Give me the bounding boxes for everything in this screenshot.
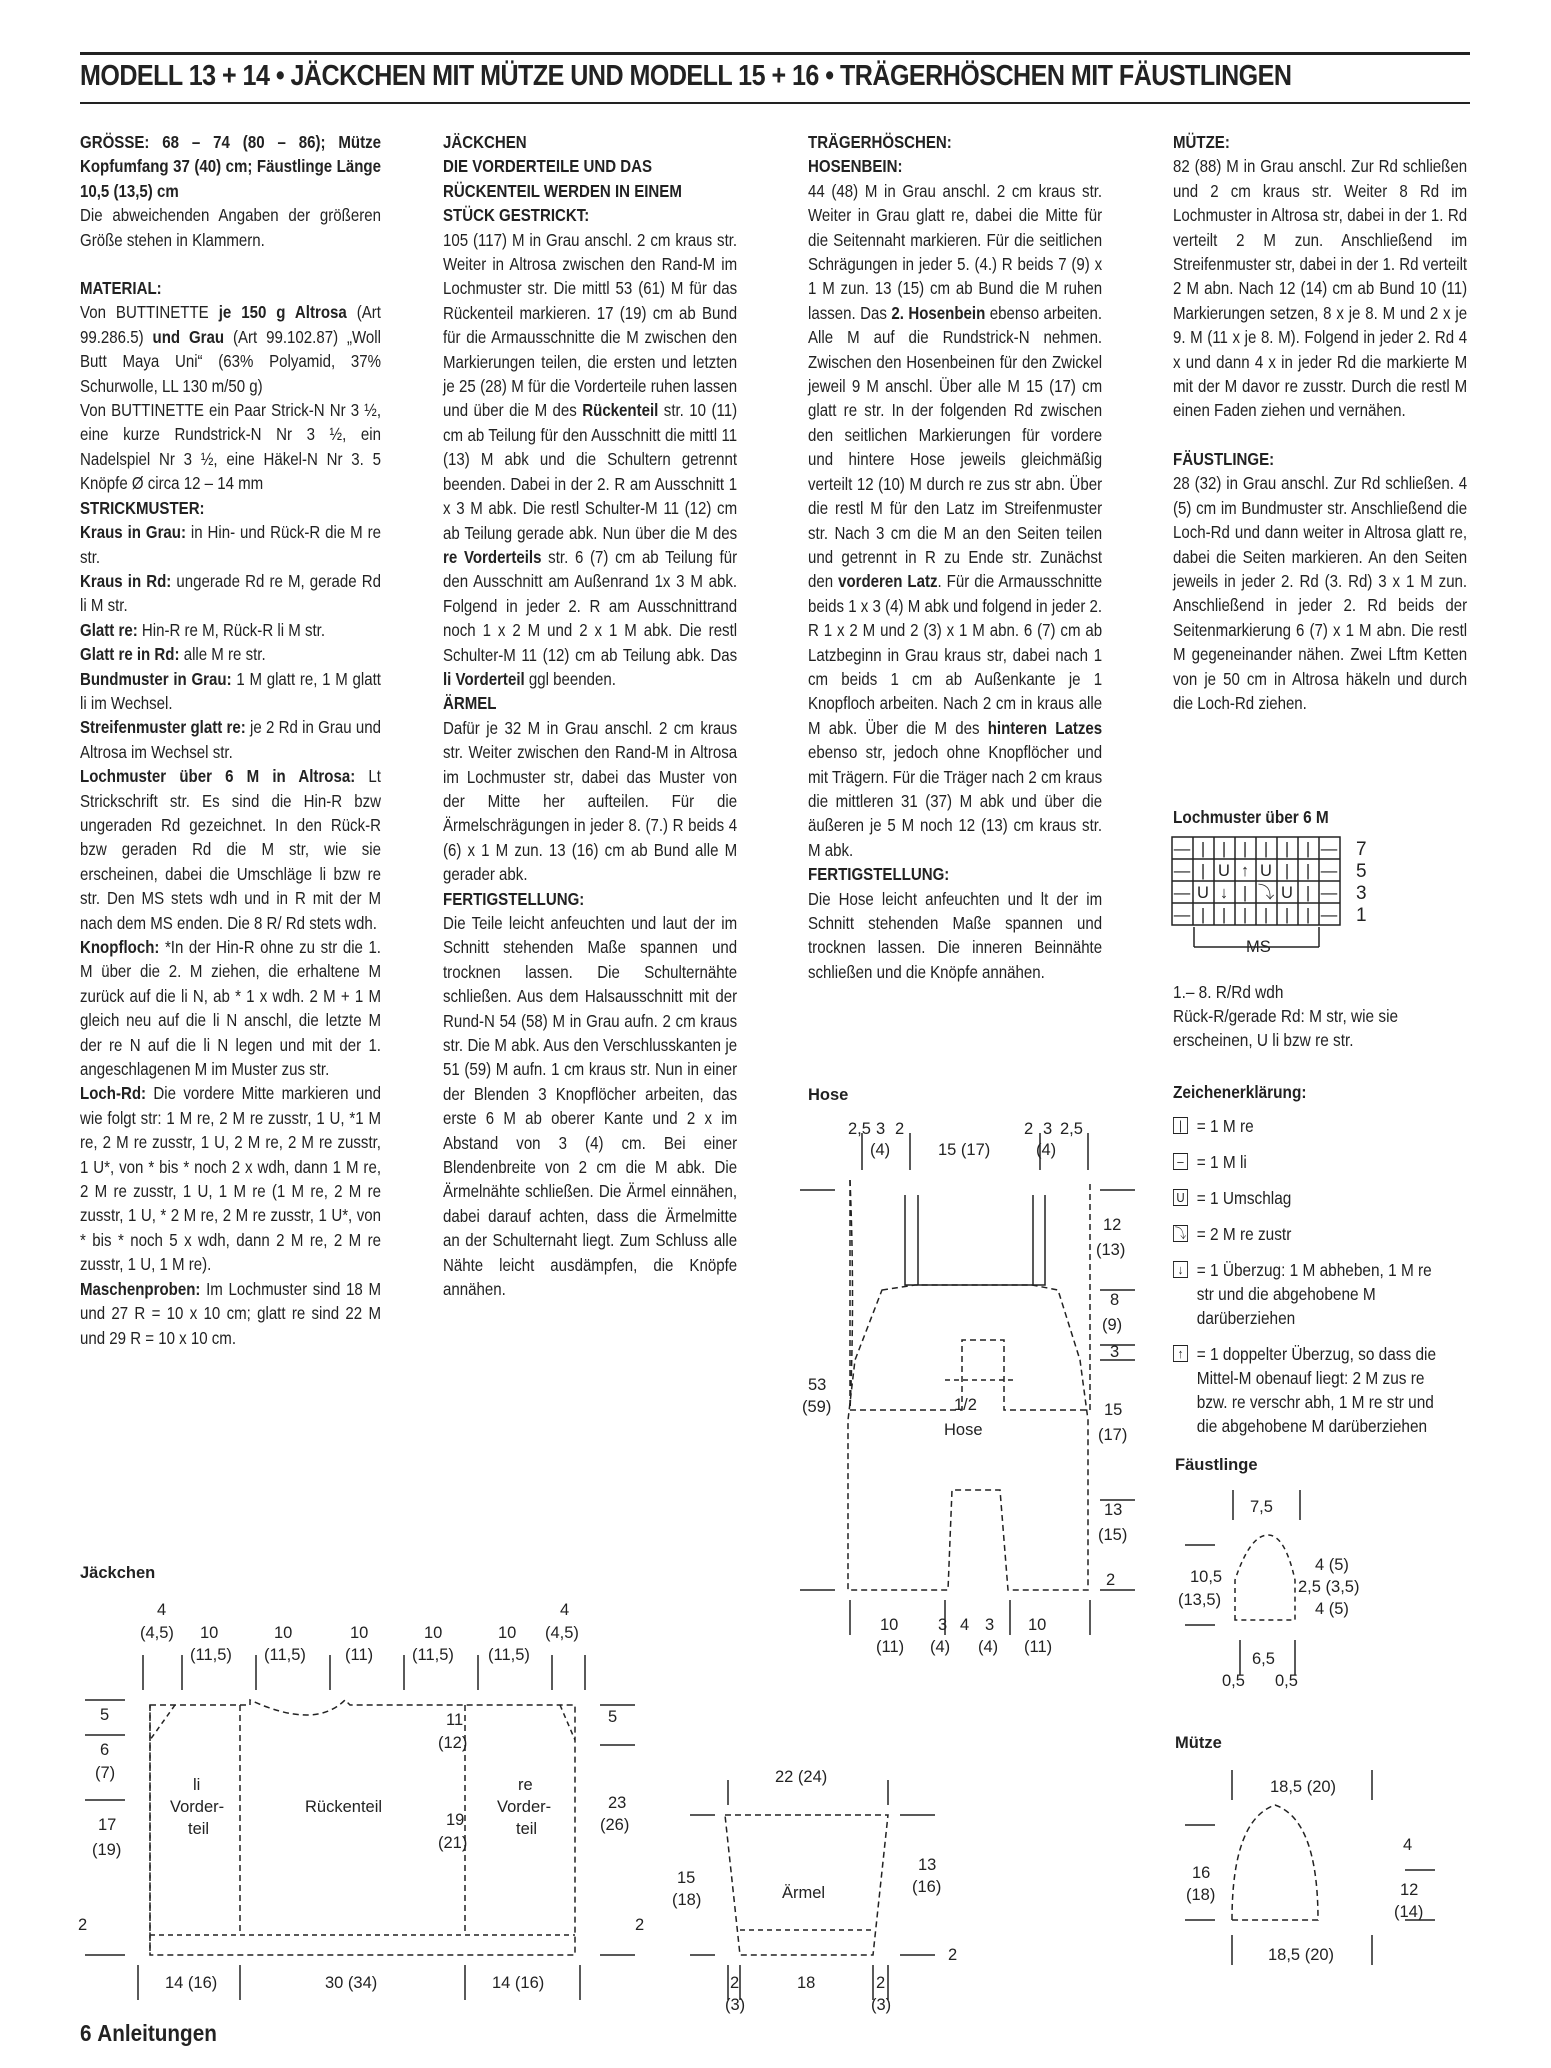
faeustlinge-heading: FÄUSTLINGE: [1173, 448, 1275, 469]
svg-text:Vorder-: Vorder- [497, 1798, 552, 1816]
chart-row-5: 5 [1356, 861, 1367, 882]
svg-text:(4): (4) [978, 1638, 999, 1656]
svg-text:10: 10 [1028, 1616, 1047, 1634]
svg-text:(4,5): (4,5) [545, 1624, 579, 1642]
purl-icon: – [1173, 1153, 1188, 1170]
hose-label: Hose [808, 1086, 849, 1104]
svg-text:(3): (3) [725, 1996, 746, 2014]
svg-text:—: — [1173, 884, 1191, 902]
svg-text:18,5 (20): 18,5 (20) [1268, 1946, 1335, 1964]
svg-text:10: 10 [350, 1624, 369, 1642]
svg-text:—: — [1320, 862, 1338, 880]
svg-text:17: 17 [98, 1816, 117, 1834]
aermel-label: Ärmel [782, 1884, 826, 1902]
svg-text:2,5 (3,5): 2,5 (3,5) [1298, 1578, 1360, 1596]
svg-text:(18): (18) [672, 1891, 702, 1909]
svg-text:—: — [1173, 862, 1191, 880]
svg-text:3: 3 [1043, 1120, 1053, 1138]
muetze-text: 82 (88) M in Grau anschl. Zur Rd schließen und 2 cm kraus str. Weiter 8 Rd im Lochmuster in Altrosa str, dabei in der 1. Rd verteilt 2 M zun. Anschließend im Streifenmuster str, dabei in der 1. Rd verteilt 2 M abn. Nach 12 (14) cm ab Bund 10 (11) Markierungen setzen, 8 x je 8. M und 2 x je 9. M (11 x je 8. M). Folgend in jeder 2. Rd 4 x und dann 4 x in jeder Rd die markierte M mit der M davor re zusstr. Durch die restl M einen Faden ziehen und vernähen. [1173, 156, 1468, 421]
svg-text:|: | [1284, 906, 1290, 924]
svg-text:6,5: 6,5 [1252, 1650, 1275, 1668]
svg-text:14 (16): 14 (16) [165, 1974, 218, 1992]
aermel-text: Dafür je 32 M in Grau anschl. 2 cm kraus str. Weiter zwischen den Rand-M in Altrosa im Lochmuster str, dabei das Muster von der Mitte her aufteilen. Für die Ärmelschrägungen in jeder 8. (7.) R beids 4 (6) x 1 M zun. 13 (16) cm ab Bund alle M gerader abk. [443, 717, 738, 885]
glatt-re: Glatt re: Hin-R re M, Rück-R li M str. [80, 619, 326, 640]
svg-text:13: 13 [918, 1856, 937, 1874]
svg-text:|: | [1221, 840, 1227, 858]
svg-text:22 (24): 22 (24) [775, 1768, 828, 1786]
jaeckchen-label: Jäckchen [80, 1564, 156, 1582]
knopfloch: Knopfloch: *In der Hin-R ohne zu str die 1. M über die 2. M ziehen, die erhaltene M zurück auf die li N, ab * 1 x wdh. 2 M + 1 M gleich neu auf die li N anschl, die letzte M der re N auf die li N legen und mit der 1. angeschlagenen M im Muster zus str. [80, 937, 381, 1080]
jaeckchen-text: 105 (117) M in Grau anschl. 2 cm kraus str. Weiter in Altrosa zwischen den Rand-M im Lochmuster str. Die mittl 53 (61) M für das Rückenteil markieren. 17 (19) cm ab Bund für die Armausschnitte die M zwischen den Markierungen teilen, die ersten und letzten je 25 (28) M für die Vorderteile ruhen lassen und über die M des Rückenteil str. 10 (11) cm ab Teilung für den Ausschnitt die mittl 11 (13) M abk und die Schultern getrennt beenden. Dabei in der 2. R am Ausschnitt 1 x 3 M abk. Die restl Schulter-M 11 (12) cm ab Teilung gerade abk. Nun über die M des re Vorderteils str. 6 (7) cm ab Teilung für den Ausschnitt am Außenrand 1x 3 M abk. Folgend in jeder 2. R am Ausschnittrand noch 1 x 2 M und 2 x 1 M abk. Die restl Schulter-M 11 (12) cm ab Teilung abk. Das li Vorderteil ggl beenden. [443, 229, 738, 689]
muetze-label: Mütze [1175, 1734, 1222, 1752]
glatt-rd: Glatt re in Rd: alle M re str. [80, 644, 266, 665]
svg-text:—: — [1320, 906, 1338, 924]
lochmuster-chart-title: Lochmuster über 6 M [1173, 807, 1329, 827]
legend-heading: Zeichenerklärung: [1173, 1082, 1307, 1102]
svg-text:16: 16 [1192, 1864, 1211, 1882]
chart-cell: — [1173, 840, 1191, 858]
chart-notes: 1.– 8. R/Rd wdh Rück-R/gerade Rd: M str, wie sie erscheinen, U li bzw re str. [1173, 982, 1399, 1050]
aermel-heading: ÄRMEL [443, 693, 497, 714]
svg-text:10: 10 [880, 1616, 899, 1634]
knit-icon: | [1173, 1117, 1188, 1134]
svg-text:↑: ↑ [1240, 862, 1250, 880]
svg-text:(11,5): (11,5) [190, 1646, 232, 1664]
svg-text:|: | [1305, 862, 1311, 880]
svg-text:Rückenteil: Rückenteil [305, 1798, 383, 1816]
svg-text:4 (5): 4 (5) [1315, 1600, 1349, 1618]
svg-text:5: 5 [608, 1708, 618, 1726]
svg-text:teil: teil [516, 1820, 538, 1838]
svg-text:4: 4 [560, 1601, 570, 1619]
legend-row: U = 1 Umschlag [1173, 1186, 1437, 1210]
svg-text:4: 4 [1403, 1836, 1413, 1854]
svg-text:2: 2 [1106, 1571, 1116, 1589]
svg-text:19: 19 [446, 1811, 465, 1829]
section-name: Anleitungen [97, 2020, 217, 2046]
svg-text:(9): (9) [1102, 1316, 1123, 1334]
k2tog-icon: ⤵ [1174, 1226, 1187, 1241]
svg-text:2: 2 [1024, 1120, 1034, 1138]
svg-text:re: re [518, 1776, 533, 1794]
groesse-label: GRÖSSE: 68 – 74 (80 – 86); Mütze Kopfumfang 37 (40) cm; Fäustlinge Länge 10,5 (13,5) cm [80, 132, 381, 201]
svg-text:(12): (12) [438, 1734, 468, 1752]
svg-text:(11): (11) [876, 1638, 905, 1656]
muetze-heading: MÜTZE: [1173, 132, 1230, 152]
svg-text:(4): (4) [1036, 1141, 1057, 1159]
strickmuster-heading: STRICKMUSTER: [80, 497, 205, 518]
fertigstellung-text: Die Teile leicht anfeuchten und laut der im Schnitt stehenden Maße spannen und trocknen lassen. Die Schulternähte schließen. Aus dem Halsausschnitt mit der Rund-N 54 (58) M in Grau aufn. 2 cm kraus str. Die M abk. Aus den Verschlusskanten je 51 (59) M aufn. 1 cm kraus str. Nun in einer der Blenden 3 Knopflöcher arbeiten, das erste 6 M ab oberer Kante und 2 x im Abstand von 3 (4) cm. Bei einer Blendenbreite von 2 cm die M abk. Die Ärmelnähte schließen. Die Ärmel einnähen, dabei darauf achten, dass die Ärmelmitte an der Schulternaht liegt. Zum Schluss alle Nähte leicht ausdämpfen, die Knöpfe annähen. [443, 913, 738, 1300]
svg-text:|: | [1200, 906, 1206, 924]
vorderteile-heading: DIE VORDERTEILE UND DAS RÜCKENTEIL WERDEN IN EINEM STÜCK GESTRICKT: [443, 156, 682, 226]
svg-text:3: 3 [876, 1120, 886, 1138]
svg-text:12: 12 [1400, 1881, 1419, 1899]
svg-text:|: | [1200, 840, 1206, 858]
svg-text:12: 12 [1103, 1216, 1122, 1234]
svg-text:2,5: 2,5 [848, 1120, 871, 1138]
svg-text:0,5: 0,5 [1275, 1672, 1298, 1690]
hosenbein-heading: HOSENBEIN: [808, 156, 903, 177]
legend-row: ↑ = 1 doppelter Überzug, so dass die Mittel-M obenauf liegt: 2 M zus re bzw. re verschr abh, 1 M re str und die abgehobene M darüberziehen [1173, 1342, 1437, 1438]
svg-text:3: 3 [1110, 1343, 1120, 1361]
svg-text:(16): (16) [912, 1878, 942, 1896]
svg-text:15: 15 [1104, 1401, 1123, 1419]
svg-text:14 (16): 14 (16) [492, 1974, 545, 1992]
svg-text:|: | [1221, 906, 1227, 924]
loch-rd: Loch-Rd: Die vordere Mitte markieren und wie folgt str: 1 M re, 2 M re zusstr, 1 U, *1 M re, 2 M re zusstr, 1 U, 2 M re, 2 M re zusstr, 1 U*, von * bis * noch 2 x wdh, dann 1 M re, 2 M re zusstr, 1 U, 1 M re (1 M re, 2 M re zusstr, 1 U, * 2 M re, 2 M re zusstr, 1 U*, von * bis * noch 5 x wdh, dann 2 M re, 2 M re zusstr, 1 U, 1 M re). [80, 1083, 381, 1275]
svg-text:Hose: Hose [944, 1421, 983, 1439]
streifenmuster: Streifenmuster glatt re: je 2 Rd in Grau und Altrosa im Wechsel str. [80, 717, 381, 762]
yarn-over-icon: U [1173, 1189, 1188, 1206]
faeustlinge-label: Fäustlinge [1175, 1456, 1258, 1474]
bundmuster: Bundmuster in Grau: 1 M glatt re, 1 M glatt li im Wechsel. [80, 668, 381, 713]
decrease-icon: ↓ [1173, 1261, 1188, 1278]
svg-text:10: 10 [274, 1624, 293, 1642]
svg-text:10: 10 [498, 1624, 517, 1642]
svg-text:|: | [1305, 840, 1311, 858]
svg-text:(4): (4) [930, 1638, 951, 1656]
svg-text:Vorder-: Vorder- [170, 1798, 225, 1816]
lochmuster: Lochmuster über 6 M in Altrosa: Lt Strickschrift str. Es sind die Hin-R bzw ungeraden Rd gezeichnet. In den Rück-R bzw geraden Rd die M str, wie sie erscheinen, dabei die Umschläge li bzw re str. Den MS stets wdh und in R mit der M nach dem MS enden. Die 8 R/ Rd stets wdh. [80, 766, 381, 933]
fertigstellung-hose-text: Die Hose leicht anfeuchten und lt der im Schnitt stehenden Maße spannen und trocknen lassen. Die inneren Beinnähte schließen und die Knöpfe annähen. [808, 888, 1103, 982]
svg-text:11: 11 [446, 1711, 464, 1729]
svg-text:(11,5): (11,5) [264, 1646, 306, 1664]
kraus-grau: Kraus in Grau: in Hin- und Rück-R die M re str. [80, 522, 381, 567]
svg-text:3: 3 [938, 1616, 948, 1634]
legend-row: | = 1 M re [1173, 1114, 1437, 1138]
svg-text:U: U [1218, 862, 1230, 880]
svg-text:1/2: 1/2 [954, 1396, 977, 1414]
svg-text:6: 6 [100, 1741, 110, 1759]
svg-text:|: | [1284, 862, 1290, 880]
svg-text:15 (17): 15 (17) [938, 1141, 991, 1159]
page-footer [80, 2020, 217, 2047]
svg-text:7,5: 7,5 [1250, 1498, 1273, 1516]
svg-text:0,5: 0,5 [1222, 1672, 1245, 1690]
svg-text:U: U [1260, 862, 1272, 880]
svg-text:—: — [1173, 906, 1191, 924]
svg-text:4: 4 [960, 1616, 970, 1634]
svg-text:10,5: 10,5 [1190, 1568, 1223, 1586]
double-decrease-icon: ↑ [1173, 1345, 1188, 1362]
svg-text:2: 2 [876, 1974, 886, 1992]
svg-text:(21): (21) [438, 1834, 468, 1852]
svg-text:(7): (7) [95, 1764, 116, 1782]
svg-text:(13,5): (13,5) [1178, 1591, 1222, 1609]
page-number: 6 [80, 2020, 92, 2046]
svg-text:↓: ↓ [1219, 884, 1229, 902]
svg-text:2,5: 2,5 [1060, 1120, 1083, 1138]
svg-text:(11,5): (11,5) [488, 1646, 530, 1664]
svg-text:(18): (18) [1186, 1886, 1216, 1904]
chart-ms: MS [1246, 938, 1271, 956]
fertigstellung-hose-heading: FERTIGSTELLUNG: [808, 864, 950, 885]
svg-text:U: U [1197, 884, 1209, 902]
svg-text:(11): (11) [1024, 1638, 1053, 1656]
svg-text:2: 2 [895, 1120, 905, 1138]
svg-text:|: | [1305, 884, 1311, 902]
svg-text:(19): (19) [92, 1841, 122, 1859]
svg-text:(4): (4) [870, 1141, 891, 1159]
svg-text:53: 53 [808, 1376, 827, 1394]
groesse-text: Die abweichenden Angaben der größeren Größe stehen in Klammern. [80, 205, 381, 250]
legend-row: ↓ = 1 Überzug: 1 M abheben, 1 M re str und die abgehobene M darüberziehen [1173, 1258, 1437, 1330]
svg-text:li: li [193, 1776, 201, 1794]
svg-text:2: 2 [948, 1946, 958, 1964]
jaeckchen-heading: JÄCKCHEN [443, 132, 527, 152]
svg-text:(11,5): (11,5) [412, 1646, 454, 1664]
faeustlinge-text: 28 (32) in Grau anschl. Zur Rd schließen. 4 (5) cm im Bundmuster str. Anschließend die Loch-Rd und dann weiter in Altrosa glatt re, dabei die Seiten markieren. An den Seiten jeweils in jeder 2. Rd (3. Rd) 3 x 1 M zun. Anschließend in jeder 2. Rd beids der Seitenmarkierung 6 (7) x 1 M abn. Die restl M gegeneinander nähen. Zwei Lftm Ketten von je 50 cm in Altrosa häkeln und durch die Loch-Rd ziehen. [1173, 473, 1468, 713]
svg-text:|: | [1242, 906, 1248, 924]
svg-text:30 (34): 30 (34) [325, 1974, 378, 1992]
svg-text:|: | [1242, 840, 1248, 858]
legend-row: – = 1 M li [1173, 1150, 1437, 1174]
svg-text:4 (5): 4 (5) [1315, 1556, 1349, 1574]
svg-text:(11): (11) [345, 1646, 374, 1664]
maschenproben: Maschenproben: Im Lochmuster sind 18 M und 27 R = 10 x 10 cm; glatt re sind 22 M und 29 R = 10 x 10 cm. [80, 1278, 381, 1348]
svg-text:23: 23 [608, 1794, 627, 1812]
material-text-1: Von BUTTINETTE je 150 g Altrosa (Art 99.286.5) und Grau (Art 99.102.87) „Woll Butt Maya Uni“ (63% Polyamid, 37% Schurwolle, LL 130 m/50 g) [80, 302, 381, 396]
material-text-2: Von BUTTINETTE ein Paar Strick-N Nr 3 ½, eine kurze Rundstrick-N Nr 3 ½, ein Nadelspiel Nr 3 ½, eine Häkel-N Nr 3. 5 Knöpfe Ø circa 12 – 14 mm [80, 400, 381, 494]
svg-text:4: 4 [157, 1601, 167, 1619]
svg-text:15: 15 [677, 1869, 696, 1887]
svg-text:2: 2 [78, 1916, 88, 1934]
svg-text:U: U [1281, 884, 1293, 902]
svg-text:(17): (17) [1098, 1426, 1128, 1444]
material-heading: MATERIAL: [80, 278, 162, 299]
svg-text:|: | [1200, 862, 1206, 880]
chart-row-1: 1 [1356, 905, 1367, 926]
svg-text:—: — [1320, 884, 1338, 902]
kraus-rd: Kraus in Rd: ungerade Rd re M, gerade Rd li M str. [80, 570, 381, 616]
hosenbein-text: 44 (48) M in Grau anschl. 2 cm kraus str. Weiter in Grau glatt re, dabei die Mitte für die Seitennaht markieren. Für die seitlichen Schrägungen in jeder 5. (4.) R beids 7 (9) x 1 M zun. 13 (15) cm ab Bund die M ruhen lassen. Das 2. Hosenbein ebenso arbeiten. Alle M auf die Rundstrick-N nehmen. Zwischen den Hosenbeinen für den Zwickel jeweil 9 M anschl. Über alle M 15 (17) cm glatt re str. In der folgenden Rd zwischen den seitlichen Markierungen für vordere und hintere Hose jeweils gleichmäßig verteilt 12 (10) M durch re zus str abn. Über die restl M für den Latz im Streifenmuster str. Nach 3 cm die M an den Seiten teilen und getrennt in R zu Ende str. Zunächst den vorderen Latz. Für die Armausschnitte beids 1 x 3 (4) M abk und folgend in jeder 2. R 1 x 2 M und 2 (3) x 1 M abn. 6 (7) cm ab Latzbeginn in Grau kraus str, dabei nach 1 cm beids 1 cm ab Außenkante je 1 Knopfloch arbeiten. Nach 2 cm in kraus alle M abk. Über die M des hinteren Latzes ebenso str, jedoch ohne Knopflöcher und mit Trägern. Für die Träger nach 2 cm kraus die mittleren 31 (37) M abk und über die äußeren je 5 M noch 12 (13) cm kraus str. M abk. [808, 180, 1103, 860]
svg-text:2: 2 [635, 1916, 645, 1934]
svg-text:3: 3 [985, 1616, 995, 1634]
legend-row: ⤵ = 2 M re zustr [1174, 1224, 1292, 1244]
svg-text:teil: teil [188, 1820, 210, 1838]
svg-text:—: — [1320, 840, 1338, 858]
svg-text:10: 10 [424, 1624, 443, 1642]
svg-text:5: 5 [100, 1706, 110, 1724]
svg-text:|: | [1284, 840, 1290, 858]
svg-text:|: | [1242, 884, 1248, 902]
svg-text:|: | [1263, 906, 1269, 924]
svg-text:⤵: ⤵ [1257, 884, 1275, 902]
chart-row-7: 7 [1356, 839, 1367, 860]
svg-text:|: | [1305, 906, 1311, 924]
svg-text:(26): (26) [600, 1816, 630, 1834]
fertigstellung-heading: FERTIGSTELLUNG: [443, 888, 585, 909]
svg-text:|: | [1263, 840, 1269, 858]
svg-text:(59): (59) [802, 1398, 832, 1416]
svg-text:(3): (3) [871, 1996, 892, 2014]
chart-row-3: 3 [1356, 883, 1367, 904]
svg-text:(14): (14) [1394, 1903, 1424, 1921]
svg-text:10: 10 [200, 1624, 219, 1642]
page-title: MODELL 13 + 14 • JÄCKCHEN MIT MÜTZE UND MODELL 15 + 16 • TRÄGERHÖSCHEN MIT FÄUSTLINGEN [80, 60, 1292, 92]
hoeschen-heading: TRÄGERHÖSCHEN: [808, 132, 952, 152]
svg-text:13: 13 [1104, 1501, 1123, 1519]
svg-text:2: 2 [730, 1974, 740, 1992]
svg-text:18: 18 [797, 1974, 816, 1992]
svg-text:(15): (15) [1098, 1526, 1128, 1544]
svg-text:18,5 (20): 18,5 (20) [1270, 1778, 1337, 1796]
svg-text:(4,5): (4,5) [140, 1624, 174, 1642]
svg-text:8: 8 [1110, 1291, 1120, 1309]
svg-text:(13): (13) [1096, 1241, 1126, 1259]
